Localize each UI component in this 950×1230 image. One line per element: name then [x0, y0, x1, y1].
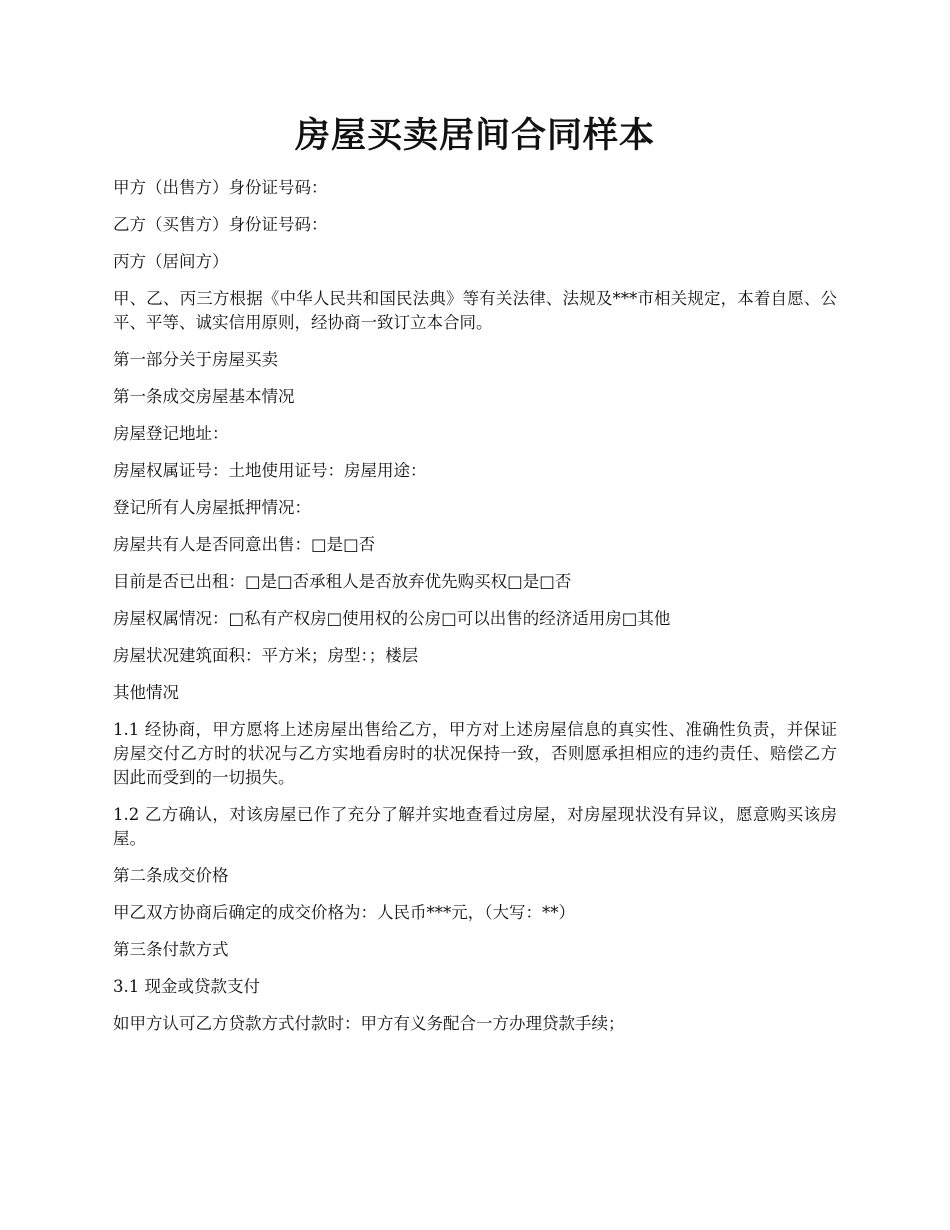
paragraph-mortgage: 登记所有人房屋抵押情况： — [113, 498, 311, 517]
paragraph-building-status: 房屋状况建筑面积：平方米；房型：；楼层 — [113, 646, 419, 665]
paragraph-co-owner-consent: 房屋共有人是否同意出售：□是□否 — [113, 535, 376, 554]
clause-3-1: 3.1 现金或贷款支付 — [113, 977, 260, 996]
paragraph-certificates: 房屋权属证号：土地使用证号：房屋用途： — [113, 461, 427, 480]
clause-1-1: 1.1 经协商，甲方愿将上述房屋出售给乙方，甲方对上述房屋信息的真实性、准确性负责，并保证房屋交付乙方时的状况与乙方实地看房时的状况保持一致，否则愿承担相应的违约责任、赔偿乙方因此而受到的一切损失。 — [113, 720, 837, 787]
paragraph-party-a: 甲方（出售方）身份证号码： — [113, 178, 328, 197]
section-heading-part-one: 第一部分关于房屋买卖 — [113, 350, 278, 369]
paragraph-party-c: 丙方（居间方） — [113, 252, 229, 271]
document-body — [113, 176, 837, 1036]
paragraph-party-b: 乙方（买售方）身份证号码： — [113, 215, 328, 234]
paragraph-loan: 如甲方认可乙方贷款方式付款时：甲方有义务配合一方办理贷款手续； — [113, 1014, 625, 1033]
paragraph-price: 甲乙双方协商后确定的成交价格为：人民币***元，（大写：**） — [113, 903, 575, 922]
paragraph-address: 房屋登记地址： — [113, 424, 229, 443]
article-heading-one: 第一条成交房屋基本情况 — [113, 387, 295, 406]
document-title: 房屋买卖居间合同样本 — [294, 115, 655, 156]
paragraph-rental-status: 目前是否已出租：□是□否承租人是否放弃优先购买权□是□否 — [113, 572, 572, 591]
paragraph-preamble: 甲、乙、丙三方根据《中华人民共和国民法典》等有关法律、法规及***市相关规定，本着自愿、公平、平等、诚实信用原则，经协商一致订立本合同。 — [113, 289, 837, 332]
article-heading-three: 第三条付款方式 — [113, 940, 229, 959]
clause-1-2: 1.2 乙方确认，对该房屋已作了充分了解并实地查看过房屋，对房屋现状没有异议，愿意购买该房屋。 — [113, 805, 837, 848]
paragraph-other: 其他情况 — [113, 683, 179, 702]
article-heading-two: 第二条成交价格 — [113, 866, 229, 885]
paragraph-ownership-type: 房屋权属情况：□私有产权房□使用权的公房□可以出售的经济适用房□其他 — [113, 609, 671, 628]
